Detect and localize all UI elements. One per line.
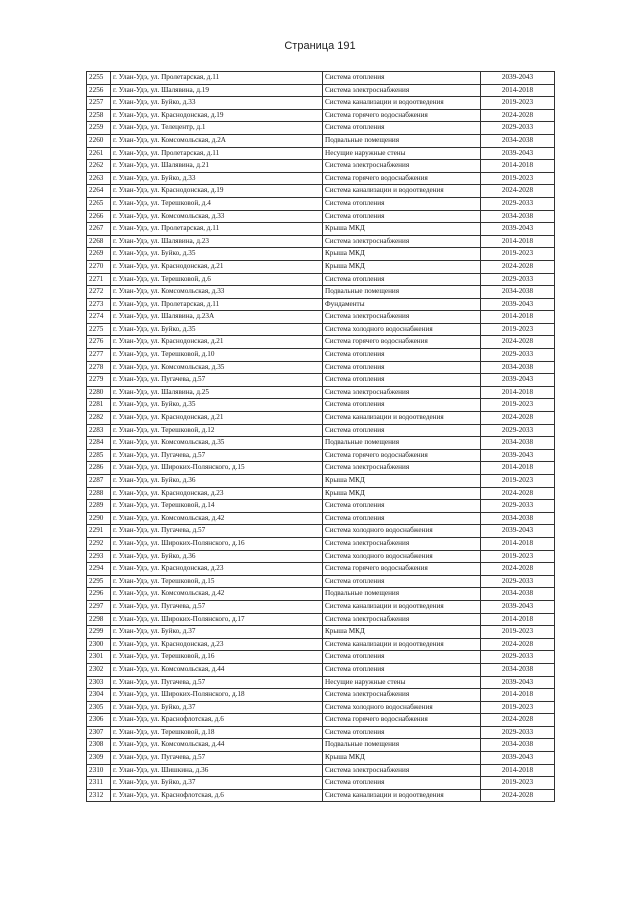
address-cell: г. Улан-Удэ, ул. Пролетарская, д.11 — [111, 147, 323, 160]
system-cell: Система электроснабжения — [323, 386, 481, 399]
table-row — [87, 223, 555, 236]
row-number-cell: 2310 — [87, 764, 111, 777]
table-row — [87, 764, 555, 777]
row-number-cell: 2304 — [87, 689, 111, 702]
system-cell: Фундаменты — [323, 298, 481, 311]
table-row — [87, 109, 555, 122]
period-cell: 2029-2033 — [481, 424, 555, 437]
period-cell: 2029-2033 — [481, 575, 555, 588]
table-row — [87, 134, 555, 147]
system-cell: Система отопления — [323, 122, 481, 135]
system-cell: Система горячего водоснабжения — [323, 172, 481, 185]
period-cell: 2039-2043 — [481, 298, 555, 311]
row-number-cell: 2294 — [87, 563, 111, 576]
period-cell: 2034-2038 — [481, 134, 555, 147]
address-cell: г. Улан-Удэ, ул. Комсомольская, д.35 — [111, 437, 323, 450]
repair-schedule-table — [86, 71, 555, 802]
address-cell: г. Улан-Удэ, ул. Буйко, д.33 — [111, 172, 323, 185]
address-cell: г. Улан-Удэ, ул. Терешковой, д.16 — [111, 651, 323, 664]
row-number-cell: 2280 — [87, 386, 111, 399]
system-cell: Система канализации и водоотведения — [323, 638, 481, 651]
table-row — [87, 537, 555, 550]
period-cell: 2024-2028 — [481, 563, 555, 576]
period-cell: 2014-2018 — [481, 613, 555, 626]
row-number-cell: 2303 — [87, 676, 111, 689]
row-number-cell: 2264 — [87, 185, 111, 198]
address-cell: г. Улан-Удэ, ул. Буйко, д.37 — [111, 626, 323, 639]
system-cell: Система электроснабжения — [323, 462, 481, 475]
period-cell: 2024-2028 — [481, 260, 555, 273]
page-title: Страница 191 — [284, 40, 356, 52]
period-cell: 2034-2038 — [481, 588, 555, 601]
period-cell: 2024-2028 — [481, 336, 555, 349]
row-number-cell: 2274 — [87, 311, 111, 324]
system-cell: Подвальные помещения — [323, 134, 481, 147]
table-row — [87, 72, 555, 85]
period-cell: 2034-2038 — [481, 512, 555, 525]
table-row — [87, 600, 555, 613]
period-cell: 2034-2038 — [481, 361, 555, 374]
system-cell: Система канализации и водоотведения — [323, 789, 481, 802]
address-cell: г. Улан-Удэ, ул. Комсомольская, д.33 — [111, 210, 323, 223]
period-cell: 2029-2033 — [481, 726, 555, 739]
table-row — [87, 701, 555, 714]
period-cell: 2019-2023 — [481, 399, 555, 412]
table-row — [87, 487, 555, 500]
table-row — [87, 399, 555, 412]
row-number-cell: 2257 — [87, 97, 111, 110]
table-row — [87, 210, 555, 223]
address-cell: г. Улан-Удэ, ул. Краснофлотская, д.6 — [111, 789, 323, 802]
row-number-cell: 2273 — [87, 298, 111, 311]
table-row — [87, 651, 555, 664]
row-number-cell: 2256 — [87, 84, 111, 97]
system-cell: Система холодного водоснабжения — [323, 525, 481, 538]
system-cell: Система электроснабжения — [323, 537, 481, 550]
address-cell: г. Улан-Удэ, ул. Терешковой, д.18 — [111, 726, 323, 739]
table-row — [87, 185, 555, 198]
address-cell: г. Улан-Удэ, ул. Комсомольская, д.44 — [111, 739, 323, 752]
system-cell: Подвальные помещения — [323, 437, 481, 450]
row-number-cell: 2269 — [87, 248, 111, 261]
row-number-cell: 2270 — [87, 260, 111, 273]
row-number-cell: 2297 — [87, 600, 111, 613]
address-cell: г. Улан-Удэ, ул. Комсомольская, д.35 — [111, 361, 323, 374]
address-cell: г. Улан-Удэ, ул. Комсомольская, д.42 — [111, 512, 323, 525]
system-cell: Система отопления — [323, 349, 481, 362]
period-cell: 2039-2043 — [481, 600, 555, 613]
address-cell: г. Улан-Удэ, ул. Буйко, д.33 — [111, 97, 323, 110]
period-cell: 2014-2018 — [481, 84, 555, 97]
period-cell: 2024-2028 — [481, 789, 555, 802]
address-cell: г. Улан-Удэ, ул. Терешковой, д.15 — [111, 575, 323, 588]
row-number-cell: 2299 — [87, 626, 111, 639]
table-row — [87, 613, 555, 626]
table-row — [87, 97, 555, 110]
system-cell: Крыша МКД — [323, 248, 481, 261]
system-cell: Система холодного водоснабжения — [323, 323, 481, 336]
row-number-cell: 2267 — [87, 223, 111, 236]
address-cell: г. Улан-Удэ, ул. Комсомольская, д.44 — [111, 663, 323, 676]
address-cell: г. Улан-Удэ, ул. Краснодонская, д.23 — [111, 563, 323, 576]
address-cell: г. Улан-Удэ, ул. Пугачева, д.57 — [111, 449, 323, 462]
address-cell: г. Улан-Удэ, ул. Терешковой, д.4 — [111, 197, 323, 210]
address-cell: г. Улан-Удэ, ул. Буйко, д.36 — [111, 550, 323, 563]
address-cell: г. Улан-Удэ, ул. Пролетарская, д.11 — [111, 298, 323, 311]
row-number-cell: 2305 — [87, 701, 111, 714]
row-number-cell: 2308 — [87, 739, 111, 752]
table-row — [87, 789, 555, 802]
period-cell: 2019-2023 — [481, 777, 555, 790]
address-cell: г. Улан-Удэ, ул. Краснодонская, д.23 — [111, 487, 323, 500]
address-cell: г. Улан-Удэ, ул. Буйко, д.36 — [111, 475, 323, 488]
system-cell: Система отопления — [323, 424, 481, 437]
system-cell: Система горячего водоснабжения — [323, 563, 481, 576]
system-cell: Система отопления — [323, 273, 481, 286]
system-cell: Система отопления — [323, 374, 481, 387]
system-cell: Система отопления — [323, 197, 481, 210]
period-cell: 2039-2043 — [481, 223, 555, 236]
table-row — [87, 462, 555, 475]
period-cell: 2034-2038 — [481, 739, 555, 752]
period-cell: 2019-2023 — [481, 97, 555, 110]
address-cell: г. Улан-Удэ, ул. Краснофлотская, д.6 — [111, 714, 323, 727]
row-number-cell: 2296 — [87, 588, 111, 601]
table-row — [87, 550, 555, 563]
table-row — [87, 374, 555, 387]
address-cell: г. Улан-Удэ, ул. Шалявина, д.23 — [111, 235, 323, 248]
period-cell: 2019-2023 — [481, 172, 555, 185]
period-cell: 2019-2023 — [481, 323, 555, 336]
period-cell: 2024-2028 — [481, 638, 555, 651]
table-row — [87, 84, 555, 97]
address-cell: г. Улан-Удэ, ул. Краснодонская, д.19 — [111, 109, 323, 122]
system-cell: Система горячего водоснабжения — [323, 109, 481, 122]
system-cell: Система отопления — [323, 361, 481, 374]
row-number-cell: 2271 — [87, 273, 111, 286]
address-cell: г. Улан-Удэ, ул. Шалявина, д.19 — [111, 84, 323, 97]
system-cell: Система электроснабжения — [323, 689, 481, 702]
period-cell: 2034-2038 — [481, 286, 555, 299]
row-number-cell: 2272 — [87, 286, 111, 299]
table-row — [87, 689, 555, 702]
period-cell: 2019-2023 — [481, 550, 555, 563]
table-row — [87, 563, 555, 576]
table-row — [87, 323, 555, 336]
address-cell: г. Улан-Удэ, ул. Буйко, д.37 — [111, 701, 323, 714]
system-cell: Система холодного водоснабжения — [323, 701, 481, 714]
row-number-cell: 2301 — [87, 651, 111, 664]
system-cell: Система холодного водоснабжения — [323, 550, 481, 563]
system-cell: Система электроснабжения — [323, 764, 481, 777]
period-cell: 2029-2033 — [481, 273, 555, 286]
row-number-cell: 2290 — [87, 512, 111, 525]
table-row — [87, 739, 555, 752]
table-row — [87, 336, 555, 349]
row-number-cell: 2295 — [87, 575, 111, 588]
row-number-cell: 2311 — [87, 777, 111, 790]
address-cell: г. Улан-Удэ, ул. Пугачева, д.57 — [111, 374, 323, 387]
address-cell: г. Улан-Удэ, ул. Терешковой, д.12 — [111, 424, 323, 437]
address-cell: г. Улан-Удэ, ул. Комсомольская, д.42 — [111, 588, 323, 601]
system-cell: Система электроснабжения — [323, 160, 481, 173]
table-row — [87, 286, 555, 299]
row-number-cell: 2291 — [87, 525, 111, 538]
period-cell: 2039-2043 — [481, 752, 555, 765]
system-cell: Подвальные помещения — [323, 286, 481, 299]
address-cell: г. Улан-Удэ, ул. Пугачева, д.57 — [111, 600, 323, 613]
table-row — [87, 260, 555, 273]
period-cell: 2034-2038 — [481, 210, 555, 223]
system-cell: Система электроснабжения — [323, 311, 481, 324]
period-cell: 2019-2023 — [481, 475, 555, 488]
table-row — [87, 512, 555, 525]
address-cell: г. Улан-Удэ, ул. Терешковой, д.6 — [111, 273, 323, 286]
period-cell: 2019-2023 — [481, 626, 555, 639]
system-cell: Подвальные помещения — [323, 588, 481, 601]
period-cell: 2014-2018 — [481, 764, 555, 777]
row-number-cell: 2298 — [87, 613, 111, 626]
system-cell: Система электроснабжения — [323, 84, 481, 97]
table-row — [87, 273, 555, 286]
period-cell: 2029-2033 — [481, 122, 555, 135]
row-number-cell: 2284 — [87, 437, 111, 450]
row-number-cell: 2286 — [87, 462, 111, 475]
table-row — [87, 349, 555, 362]
row-number-cell: 2281 — [87, 399, 111, 412]
period-cell: 2014-2018 — [481, 235, 555, 248]
row-number-cell: 2312 — [87, 789, 111, 802]
period-cell: 2024-2028 — [481, 185, 555, 198]
system-cell: Система горячего водоснабжения — [323, 714, 481, 727]
row-number-cell: 2265 — [87, 197, 111, 210]
period-cell: 2029-2033 — [481, 500, 555, 513]
period-cell: 2039-2043 — [481, 374, 555, 387]
system-cell: Система отопления — [323, 726, 481, 739]
table-row — [87, 172, 555, 185]
row-number-cell: 2283 — [87, 424, 111, 437]
row-number-cell: 2277 — [87, 349, 111, 362]
address-cell: г. Улан-Удэ, ул. Пугачева, д.57 — [111, 752, 323, 765]
row-number-cell: 2285 — [87, 449, 111, 462]
row-number-cell: 2302 — [87, 663, 111, 676]
table-row — [87, 412, 555, 425]
address-cell: г. Улан-Удэ, ул. Широких-Полянского, д.15 — [111, 462, 323, 475]
period-cell: 2039-2043 — [481, 525, 555, 538]
period-cell: 2019-2023 — [481, 248, 555, 261]
table-row — [87, 777, 555, 790]
address-cell: г. Улан-Удэ, ул. Буйко, д.35 — [111, 248, 323, 261]
table-row — [87, 311, 555, 324]
address-cell: г. Улан-Удэ, ул. Краснодонская, д.21 — [111, 412, 323, 425]
system-cell: Крыша МКД — [323, 223, 481, 236]
table-row — [87, 575, 555, 588]
address-cell: г. Улан-Удэ, ул. Краснодонская, д.23 — [111, 638, 323, 651]
period-cell: 2014-2018 — [481, 462, 555, 475]
row-number-cell: 2262 — [87, 160, 111, 173]
address-cell: г. Улан-Удэ, ул. Пугачева, д.57 — [111, 525, 323, 538]
table-row — [87, 160, 555, 173]
system-cell: Система отопления — [323, 210, 481, 223]
address-cell: г. Улан-Удэ, ул. Шалявина, д.21 — [111, 160, 323, 173]
row-number-cell: 2300 — [87, 638, 111, 651]
system-cell: Система отопления — [323, 72, 481, 85]
address-cell: г. Улан-Удэ, ул. Широких-Полянского, д.18 — [111, 689, 323, 702]
period-cell: 2019-2023 — [481, 701, 555, 714]
table-row — [87, 298, 555, 311]
system-cell: Система канализации и водоотведения — [323, 412, 481, 425]
address-cell: г. Улан-Удэ, ул. Шишкина, д.36 — [111, 764, 323, 777]
table-row — [87, 714, 555, 727]
period-cell: 2014-2018 — [481, 160, 555, 173]
period-cell: 2014-2018 — [481, 386, 555, 399]
row-number-cell: 2268 — [87, 235, 111, 248]
table-row — [87, 386, 555, 399]
system-cell: Система отопления — [323, 500, 481, 513]
period-cell: 2024-2028 — [481, 412, 555, 425]
table-row — [87, 122, 555, 135]
system-cell: Система горячего водоснабжения — [323, 336, 481, 349]
address-cell: г. Улан-Удэ, ул. Терешковой, д.14 — [111, 500, 323, 513]
table-row — [87, 248, 555, 261]
address-cell: г. Улан-Удэ, ул. Широких-Полянского, д.17 — [111, 613, 323, 626]
row-number-cell: 2309 — [87, 752, 111, 765]
row-number-cell: 2261 — [87, 147, 111, 160]
row-number-cell: 2287 — [87, 475, 111, 488]
table-row — [87, 676, 555, 689]
system-cell: Система электроснабжения — [323, 613, 481, 626]
period-cell: 2029-2033 — [481, 197, 555, 210]
table-row — [87, 663, 555, 676]
table-body — [87, 72, 555, 802]
period-cell: 2029-2033 — [481, 349, 555, 362]
system-cell: Система электроснабжения — [323, 235, 481, 248]
address-cell: г. Улан-Удэ, ул. Буйко, д.35 — [111, 399, 323, 412]
table-row — [87, 449, 555, 462]
system-cell: Система горячего водоснабжения — [323, 449, 481, 462]
period-cell: 2039-2043 — [481, 72, 555, 85]
table-row — [87, 197, 555, 210]
address-cell: г. Улан-Удэ, ул. Терешковой, д.10 — [111, 349, 323, 362]
period-cell: 2039-2043 — [481, 676, 555, 689]
system-cell: Система отопления — [323, 663, 481, 676]
period-cell: 2014-2018 — [481, 311, 555, 324]
table-row — [87, 147, 555, 160]
period-cell: 2014-2018 — [481, 689, 555, 702]
system-cell: Крыша МКД — [323, 475, 481, 488]
row-number-cell: 2263 — [87, 172, 111, 185]
table-row — [87, 500, 555, 513]
system-cell: Крыша МКД — [323, 626, 481, 639]
address-cell: г. Улан-Удэ, ул. Шалявина, д.25 — [111, 386, 323, 399]
row-number-cell: 2275 — [87, 323, 111, 336]
row-number-cell: 2255 — [87, 72, 111, 85]
system-cell: Крыша МКД — [323, 752, 481, 765]
period-cell: 2024-2028 — [481, 487, 555, 500]
period-cell: 2024-2028 — [481, 109, 555, 122]
table-row — [87, 638, 555, 651]
system-cell: Несущие наружные стены — [323, 147, 481, 160]
system-cell: Система отопления — [323, 575, 481, 588]
period-cell: 2014-2018 — [481, 537, 555, 550]
table-row — [87, 475, 555, 488]
row-number-cell: 2259 — [87, 122, 111, 135]
period-cell: 2034-2038 — [481, 437, 555, 450]
row-number-cell: 2282 — [87, 412, 111, 425]
table-row — [87, 424, 555, 437]
address-cell: г. Улан-Удэ, ул. Краснодонская, д.21 — [111, 260, 323, 273]
address-cell: г. Улан-Удэ, ул. Краснодонская, д.21 — [111, 336, 323, 349]
table-row — [87, 626, 555, 639]
row-number-cell: 2266 — [87, 210, 111, 223]
address-cell: г. Улан-Удэ, ул. Буйко, д.35 — [111, 323, 323, 336]
row-number-cell: 2260 — [87, 134, 111, 147]
row-number-cell: 2307 — [87, 726, 111, 739]
row-number-cell: 2279 — [87, 374, 111, 387]
system-cell: Крыша МКД — [323, 260, 481, 273]
address-cell: г. Улан-Удэ, ул. Шалявина, д.23А — [111, 311, 323, 324]
address-cell: г. Улан-Удэ, ул. Буйко, д.37 — [111, 777, 323, 790]
period-cell: 2039-2043 — [481, 449, 555, 462]
row-number-cell: 2278 — [87, 361, 111, 374]
row-number-cell: 2258 — [87, 109, 111, 122]
system-cell: Система отопления — [323, 777, 481, 790]
address-cell: г. Улан-Удэ, ул. Пролетарская, д.11 — [111, 223, 323, 236]
address-cell: г. Улан-Удэ, ул. Пугачева, д.57 — [111, 676, 323, 689]
address-cell: г. Улан-Удэ, ул. Краснодонская, д.19 — [111, 185, 323, 198]
period-cell: 2029-2033 — [481, 651, 555, 664]
row-number-cell: 2293 — [87, 550, 111, 563]
row-number-cell: 2276 — [87, 336, 111, 349]
period-cell: 2039-2043 — [481, 147, 555, 160]
row-number-cell: 2289 — [87, 500, 111, 513]
address-cell: г. Улан-Удэ, ул. Комсомольская, д.2А — [111, 134, 323, 147]
address-cell: г. Улан-Удэ, ул. Широких-Полянского, д.16 — [111, 537, 323, 550]
system-cell: Система отопления — [323, 512, 481, 525]
system-cell: Система канализации и водоотведения — [323, 600, 481, 613]
system-cell: Система канализации и водоотведения — [323, 185, 481, 198]
system-cell: Несущие наружные стены — [323, 676, 481, 689]
address-cell: г. Улан-Удэ, ул. Комсомольская, д.33 — [111, 286, 323, 299]
system-cell: Система отопления — [323, 651, 481, 664]
table-row — [87, 235, 555, 248]
address-cell: г. Улан-Удэ, ул. Телецентр, д.1 — [111, 122, 323, 135]
table-row — [87, 588, 555, 601]
address-cell: г. Улан-Удэ, ул. Пролетарская, д.11 — [111, 72, 323, 85]
table-row — [87, 437, 555, 450]
table-row — [87, 525, 555, 538]
row-number-cell: 2306 — [87, 714, 111, 727]
table-row — [87, 361, 555, 374]
system-cell: Крыша МКД — [323, 487, 481, 500]
system-cell: Система отопления — [323, 399, 481, 412]
table-row — [87, 752, 555, 765]
row-number-cell: 2288 — [87, 487, 111, 500]
system-cell: Система канализации и водоотведения — [323, 97, 481, 110]
row-number-cell: 2292 — [87, 537, 111, 550]
system-cell: Подвальные помещения — [323, 739, 481, 752]
period-cell: 2024-2028 — [481, 714, 555, 727]
table-row — [87, 726, 555, 739]
period-cell: 2034-2038 — [481, 663, 555, 676]
